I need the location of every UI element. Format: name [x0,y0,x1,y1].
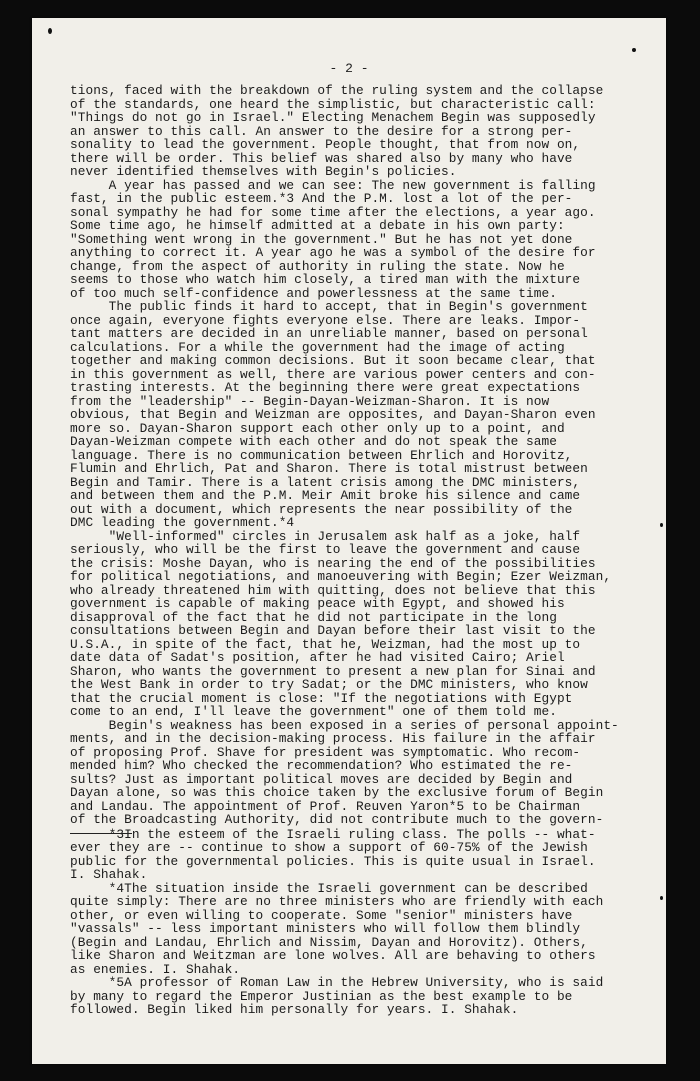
text-line: fast, in the public esteem.*3 And the P.M. lost a lot of the per- [70,191,573,206]
footnote-line: *3In the esteem of the Israeli ruling class. The polls -- what- [70,826,596,842]
text-line: seriously, who will be the first to leave the government and cause [70,542,581,557]
footnote-line: as enemies. I. Shahak. [70,961,241,977]
footnote-line: *5A professor of Roman Law in the Hebrew University, who is said [70,975,604,990]
text-line: government is capable of making peace with Egypt, and showed his [70,596,565,611]
footnote-line: by many to regard the Emperor Justinian as the best example to be [70,988,573,1004]
text-line: come to an end, I'll leave the government" one of them told me. [70,704,557,719]
footnote-separator [70,833,132,834]
text-line: DMC leading the government.*4 [70,515,295,530]
text-line: U.S.A., in spite of the fact, that he, Weizman, had the most up to [70,636,581,652]
document-page [32,18,666,1064]
text-line: Begin's weakness has been exposed in a series of personal appoint- [70,717,619,733]
footnote-line: I. Shahak. [70,867,148,882]
text-line: A year has passed and we can see: The new government is falling [70,177,596,193]
punch-mark-right [660,523,663,527]
punch-mark-right-lower [660,896,663,900]
text-line: "Something went wrong in the government." But he has not yet done [70,231,573,247]
text-line: of the standards, one heard the simplistic, but characteristic call: [70,96,596,112]
text-line: The public finds it hard to accept, that in Begin's government [70,299,588,314]
text-line: and between them and the P.M. Meir Amit broke his silence and came [70,488,581,503]
text-line: from the "leadership" -- Begin-Dayan-Weizman-Sharon. It is now [70,393,550,409]
text-line: date data of Sadat's position, after he had visited Cairo; Ariel [70,650,565,665]
footnote-line: *4The situation inside the Israeli government can be described [70,880,588,896]
text-line: out with a document, which represents the near possibility of the [70,501,573,517]
text-line: ments, and in the decision-making process. His failure in the affair [70,731,596,746]
footnote-line: "vassals" -- less important ministers who will follow them blindly [70,921,581,936]
text-line: Dayan alone, so was this choice taken by the exclusive forum of Begin [70,785,604,800]
footnote-line: like Sharon and Weitzman are lone wolves. All are behaving to others [70,948,596,963]
footnote-line: public for the governmental policies. This is quite usual in Israel. [70,853,596,869]
text-line: the West Bank in order to try Sadat; or the DMC ministers, who know [70,677,588,692]
text-line: the crisis: Moshe Dayan, who is nearing the end of the possibilities [70,555,596,571]
text-line: more so. Dayan-Sharon support each other only up to a point, and [70,420,565,436]
text-line: Sharon, who wants the government to present a new plan for Sinai and [70,663,596,679]
text-line: of the Broadcasting Authority, did not contribute much to the govern- [70,812,604,827]
text-line: trasting interests. At the beginning there were great expectations [70,380,581,395]
text-line: in this government as well, there are various power centers and con- [70,366,596,382]
text-line: "Well-informed" circles in Jerusalem ask half as a joke, half [70,528,581,544]
footnote-line: followed. Begin liked him personally for years. I. Shahak. [70,1002,519,1017]
text-line: an answer to this call. An answer to the desire for a strong per- [70,123,573,139]
text-line: seems to those who watch him closely, a tired man with the mixture [70,272,581,287]
text-line: there will be order. This belief was shared also by many who have [70,150,573,166]
text-line: Flumin and Ehrlich, Pat and Sharon. There is total mistrust between [70,461,588,476]
text-line: calculations. For a while the government had the image of acting [70,339,565,355]
text-line: change, from the aspect of authority in ruling the state. Now he [70,258,565,274]
text-line: consultations between Begin and Dayan before their last visit to the [70,623,596,638]
footnote-line: ever they are -- continue to show a support of 60-75% of the Jewish [70,840,588,855]
footnote-line: other, or even willing to cooperate. Some "senior" ministers have [70,907,573,923]
text-line: Some time ago, he himself admitted at a debate in his own party: [70,218,565,233]
document-body [70,84,644,1017]
text-line: for political negotiations, and manoeuvering with Begin; Ezer Weizman, [70,569,612,584]
footnote-line: (Begin and Landau, Ehrlich and Nissim, Dayan and Horovitz). Others, [70,934,588,950]
text-line: and Landau. The appointment of Prof. Reuven Yaron*5 to be Chairman [70,798,581,814]
punch-mark-top-left [48,28,52,34]
text-line: tant matters are decided in an unreliable manner, based on personal [70,326,588,341]
text-line: of proposing Prof. Shave for president was symptomatic. Who recom- [70,744,581,760]
text-line: "Things do not go in Israel." Electing Menachem Begin was supposedly [70,110,596,125]
text-line: together and making common decisions. But it soon became clear, that [70,353,596,368]
text-line: never identified themselves with Begin's policies. [70,164,457,179]
text-line: sonal sympathy he had for some time after the elections, a year ago. [70,204,596,220]
text-line: anything to correct it. A year ago he was a symbol of the desire for [70,245,596,260]
text-line: language. There is no communication between Ehrlich and Horovitz, [70,447,573,463]
punch-mark-top-right [632,48,636,52]
text-line: tions, faced with the breakdown of the ruling system and the collapse [70,83,604,98]
text-line: sults? Just as important political moves are decided by Begin and [70,771,573,787]
page-number: - 2 - [329,61,369,76]
footnote-line: quite simply: There are no three ministers who are friendly with each [70,894,604,909]
text-line: sonality to lead the government. People thought, that from now on, [70,137,581,152]
text-line: Dayan-Weizman compete with each other and do not speak the same [70,434,557,449]
text-line: obvious, that Begin and Weizman are opposites, and Dayan-Sharon even [70,407,596,422]
text-line: mended him? Who checked the recommendation? Who estimated the re- [70,758,573,773]
text-line: of too much self-confidence and powerlessness at the same time. [70,285,557,301]
text-line: once again, everyone fights everyone else. There are leaks. Impor- [70,312,581,328]
text-line: who already threatened him with quitting, does not believe that this [70,582,596,598]
text-line: Begin and Tamir. There is a latent crisis among the DMC ministers, [70,474,581,490]
text-line: disapproval of the fact that he did not participate in the long [70,609,557,625]
text-line: that the crucial moment is close: "If the negotiations with Egypt [70,690,573,706]
